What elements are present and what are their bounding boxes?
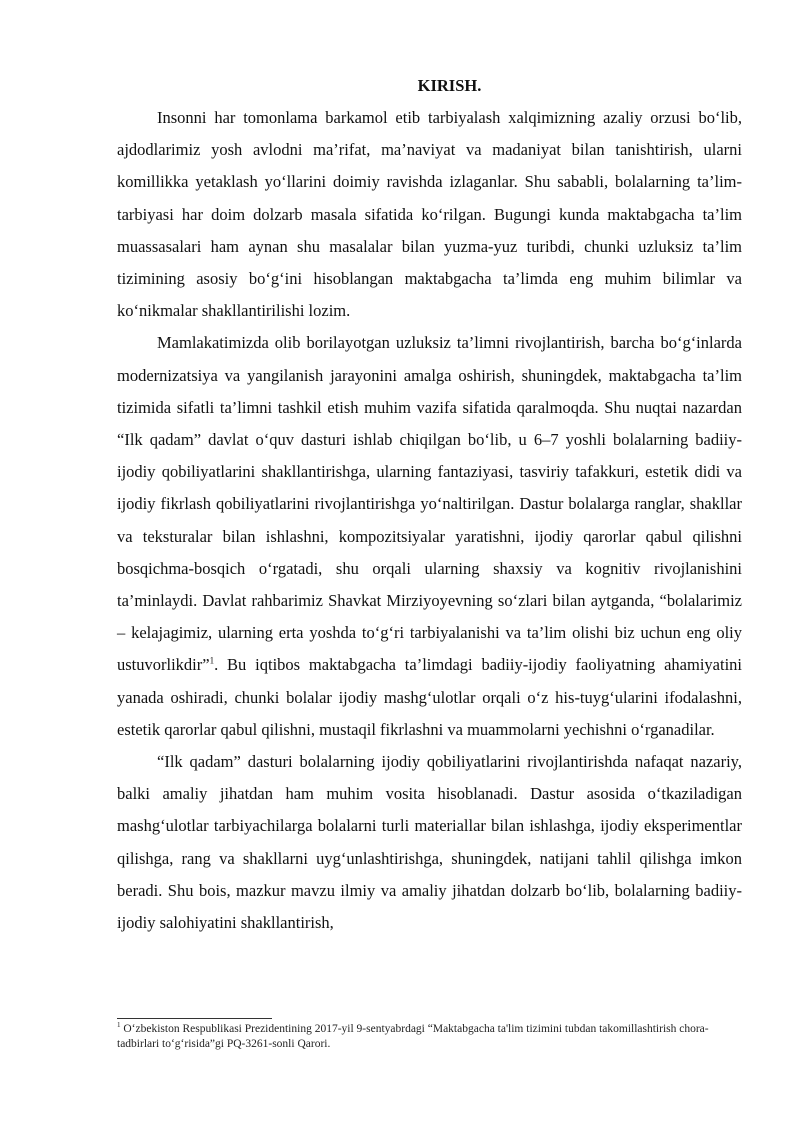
paragraph-2-text: Mamlakatimizda olib borilayotgan uzluksiz ta’limni rivojlantirish, barcha bo‘g‘inlarda modernizatsiya va yangilanish jarayonini amalga oshirish, shuningdek, maktabgacha ta’lim tizimida sifatli ta’limni tashkil etish muhim vazifa sifatida qaralmoqda. Shu nuqtai nazardan “Ilk qadam” davlat o‘quv dasturi ishlab chiqilgan bo‘lib, u 6–7 yoshli bolalarning badiiy-ijodiy qobiliyatlarini shakllantirishga, ularning fantaziyasi, tasviriy tafakkuri, estetik didi va ijodiy fikrlash qobiliyatlarini rivojlantirishga yo‘naltirilgan. Dastur bolalarga ranglar, shakllar va teksturalar bilan ishlashni, kompozitsiyalar yaratishni, ijodiy qarorlar qabul qilishni bosqichma-bosqich o‘rgatadi, shu orqali ularning shaxsiy va kognitiv rivojlanishini ta’minlaydi. Davlat rahbarimiz Shavkat Mirziyoyevning so‘zlari bilan aytganda, “bolalarimiz – kelajagimiz, ularning erta yoshda to‘g‘ri tarbiyalanishi va ta’lim olishi biz uchun eng oliy ustuvorlikdir” <box>117 333 742 675</box>
page-title: KIRISH. <box>417 76 482 95</box>
footnote-divider <box>117 1018 272 1019</box>
footnote-marker: 1 <box>117 1021 121 1030</box>
paragraph-3: “Ilk qadam” dasturi bolalarning ijodiy qobiliyatlarini rivojlantirishda nafaqat nazariy, balki amaliy jihatdan ham muhim vosita hisoblanadi. Dastur asosida o‘tkaziladigan mashg‘ulotlar tarbiyachilarga bolalarni turli materiallar bilan ishlashga, ijodiy eksperimentlar qilishga, rang va shakllarni uyg‘unlashtirishga, shuningdek, natijani tahlil qilishga imkon beradi. Shu bois, mazkur mavzu ilmiy va amaliy jihatdan dolzarb bo‘lib, bolalarning badiiy-ijodiy salohiyatini shakllantirish, <box>117 752 742 933</box>
page-body <box>117 70 742 939</box>
paragraph-2-tail: . Bu iqtibos maktabgacha ta’limdagi badiiy-ijodiy faoliyatning ahamiyatini yanada oshiradi, chunki bolalar ijodiy mashg‘ulotlar orqali o‘z his-tuyg‘ularini ifodalashni, estetik qarorlar qabul qilishni, mustaqil fikrlashni va muammolarni yechishni o‘rganadilar. <box>117 655 742 739</box>
paragraph-2 <box>117 327 742 746</box>
footnote <box>117 1022 742 1052</box>
paragraph-1: Insonni har tomonlama barkamol etib tarbiyalash xalqimizning azaliy orzusi bo‘lib, ajdodlarimiz yosh avlodni ma’rifat, ma’naviyat va madaniyat bilan tanishtirish, ularni komillikka yetaklash yo‘llarini doimiy ravishda izlaganlar. Shu sababli, bolalarning ta’lim-tarbiyasi har doim dolzarb masala sifatida ko‘rilgan. Bugungi kunda maktabgacha ta’lim muassasalari ham aynan shu masalalar bilan yuzma-yuz turibdi, chunki uzluksiz ta’lim tizimining asosiy bo‘g‘ini hisoblangan maktabgacha ta’limda eng muhim bilimlar va ko‘nikmalar shakllantirilishi lozim. <box>117 108 742 321</box>
footnote-text: O‘zbekiston Respublikasi Prezidentining 2017-yil 9-sentyabrdagi “Maktabgacha ta'lim tizimini tubdan takomillashtirish chora-tadbirlari to‘g‘risida”gi PQ-3261-sonli Qarori. <box>117 1023 709 1050</box>
footnote-reference[interactable]: 1 <box>209 655 215 666</box>
